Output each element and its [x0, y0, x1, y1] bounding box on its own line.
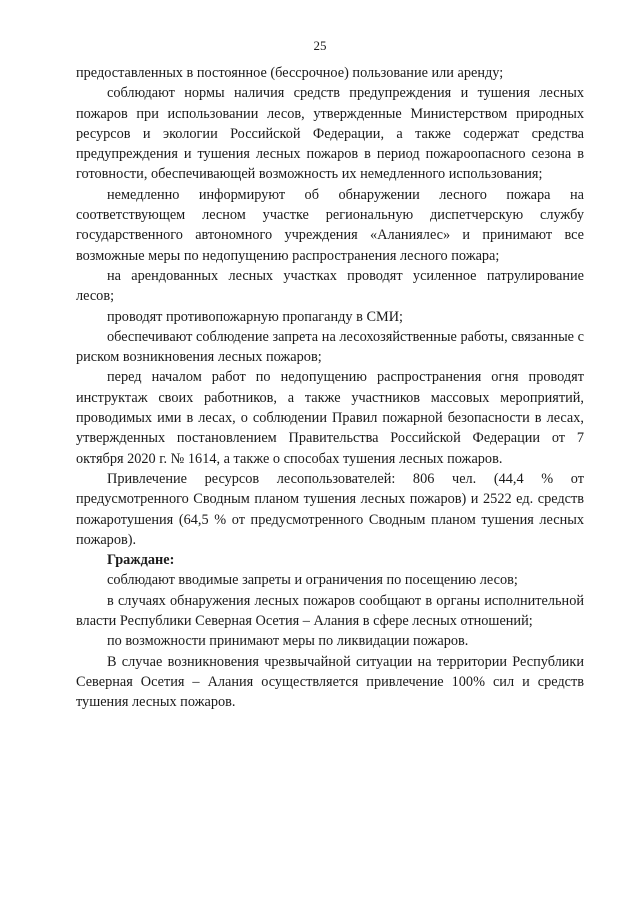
paragraph-patrolling: на арендованных лесных участках проводят усиленное патрулирование лесов; [76, 267, 584, 305]
paragraph-citizens-reporting: в случаях обнаружения лесных пожаров сообщают в органы исполнительной власти Республики Северная Осетия – Алания в сфере лесных отношений; [76, 592, 584, 630]
paragraph-fire-reporting: немедленно информируют об обнаружении лесного пожара на соответствующем лесном участке региональную диспетчерскую службу государственного автономного учреждения «Аланиялес» и принимают все возможные меры по недопущению распространения лесного пожара; [76, 186, 584, 264]
paragraph-resources: Привлечение ресурсов лесопользователей: 806 чел. (44,4 % от предусмотренного Сводным планом тушения лесных пожаров) и 2522 ед. средств пожаротушения (64,5 % от предусмотренного Сводным планом тушения лесных пожаров). [76, 470, 584, 548]
paragraph-continuation: предоставленных в постоянное (бессрочное) пользование или аренду; [76, 65, 504, 81]
paragraph-briefing: перед началом работ по недопущению распространения огня проводят инструктаж своих работников, а также участников массовых мероприятий, проводимых ими в лесах, о соблюдении Правил пожарной безопасности в лесах, утвержденных постановлением Правительства Российской Федерации от 7 октября 2020 г. № 1614, а также о способах тушения лесных пожаров. [76, 369, 584, 467]
paragraph-citizens-measures: по возможности принимают меры по ликвидации пожаров. [107, 633, 469, 650]
page-number: 25 [313, 38, 327, 53]
section-heading-citizens: Граждане: [107, 552, 175, 569]
paragraph-emergency: В случае возникновения чрезвычайной ситуации на территории Республики Северная Осетия – Алания осуществляется привлечение 100% сил и средств тушения лесных пожаров. [76, 653, 584, 711]
paragraph-work-ban: обеспечивают соблюдение запрета на лесохозяйственные работы, связанные с риском возникновения лесных пожаров; [76, 328, 584, 366]
document-body [76, 63, 584, 713]
paragraph-media-propaganda: проводят противопожарную пропаганду в СМИ; [107, 308, 404, 325]
paragraph-fire-equipment-norms: соблюдают нормы наличия средств предупреждения и тушения лесных пожаров при использовании лесов, утвержденные Министерством природных ресурсов и экологии Российской Федерации, а также содержат средства предупреждения и тушения лесных пожаров в период пожароопасного сезона в готовности, обеспечивающей возможность их немедленного использования; [76, 85, 584, 183]
paragraph-citizens-restrictions: соблюдают вводимые запреты и ограничения по посещению лесов; [107, 572, 518, 589]
